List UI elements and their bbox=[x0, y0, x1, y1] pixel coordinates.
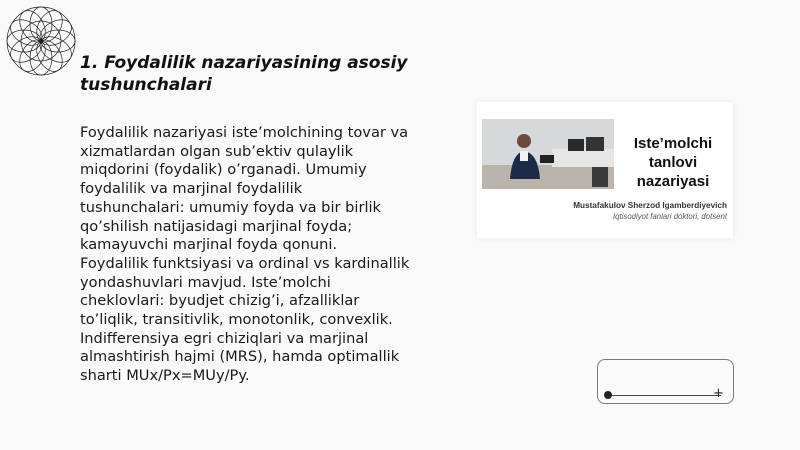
book-cover-image bbox=[477, 102, 733, 238]
media-progress-control[interactable] bbox=[597, 359, 734, 404]
slide-body-text: Foydalilik nazariyasi iste’molchining tovar va xizmatlardan olgan sub’ektiv qulaylik miqdorini (foydalik) o’rganadi. Umumiy foydalilik va marjinal foydalilik tushunchalari: umumiy foyda va bir birlik qo’shilish natijasidagi marjinal foyda; kamayuvchi marjinal foyda qonuni. Foydalilik funktsiyasi va ordinal vs kardinallik yondashuvlari mavjud. Iste’molchi cheklovlari: byudjet chizig’i, afzalliklar to’liqlik, transitivlik, monotonlik, convexlik. Indifferensiya egri chiziqlari va marjinal almashtirish hajmi (MRS), hamda optimallik sharti MUx/Px=MUy/Py. bbox=[80, 124, 410, 385]
author-photo bbox=[482, 119, 614, 189]
ornament-logo-icon bbox=[4, 4, 78, 78]
cover-author: Mustafakulov Sherzod Igamberdiyevich bbox=[573, 201, 727, 210]
slide-heading: 1. Foydalilik nazariyasining asosiy tushunchalari bbox=[80, 53, 408, 95]
progress-track[interactable] bbox=[608, 395, 721, 396]
progress-handle[interactable] bbox=[604, 391, 612, 399]
cover-author-role: Iqtisodiyot fanlari doktori, dotsent bbox=[613, 212, 727, 221]
cover-title: Iste’molchi tanlovi nazariyasi bbox=[633, 135, 713, 190]
plus-icon[interactable]: + bbox=[713, 386, 724, 401]
office-photo-illustration bbox=[482, 119, 614, 189]
